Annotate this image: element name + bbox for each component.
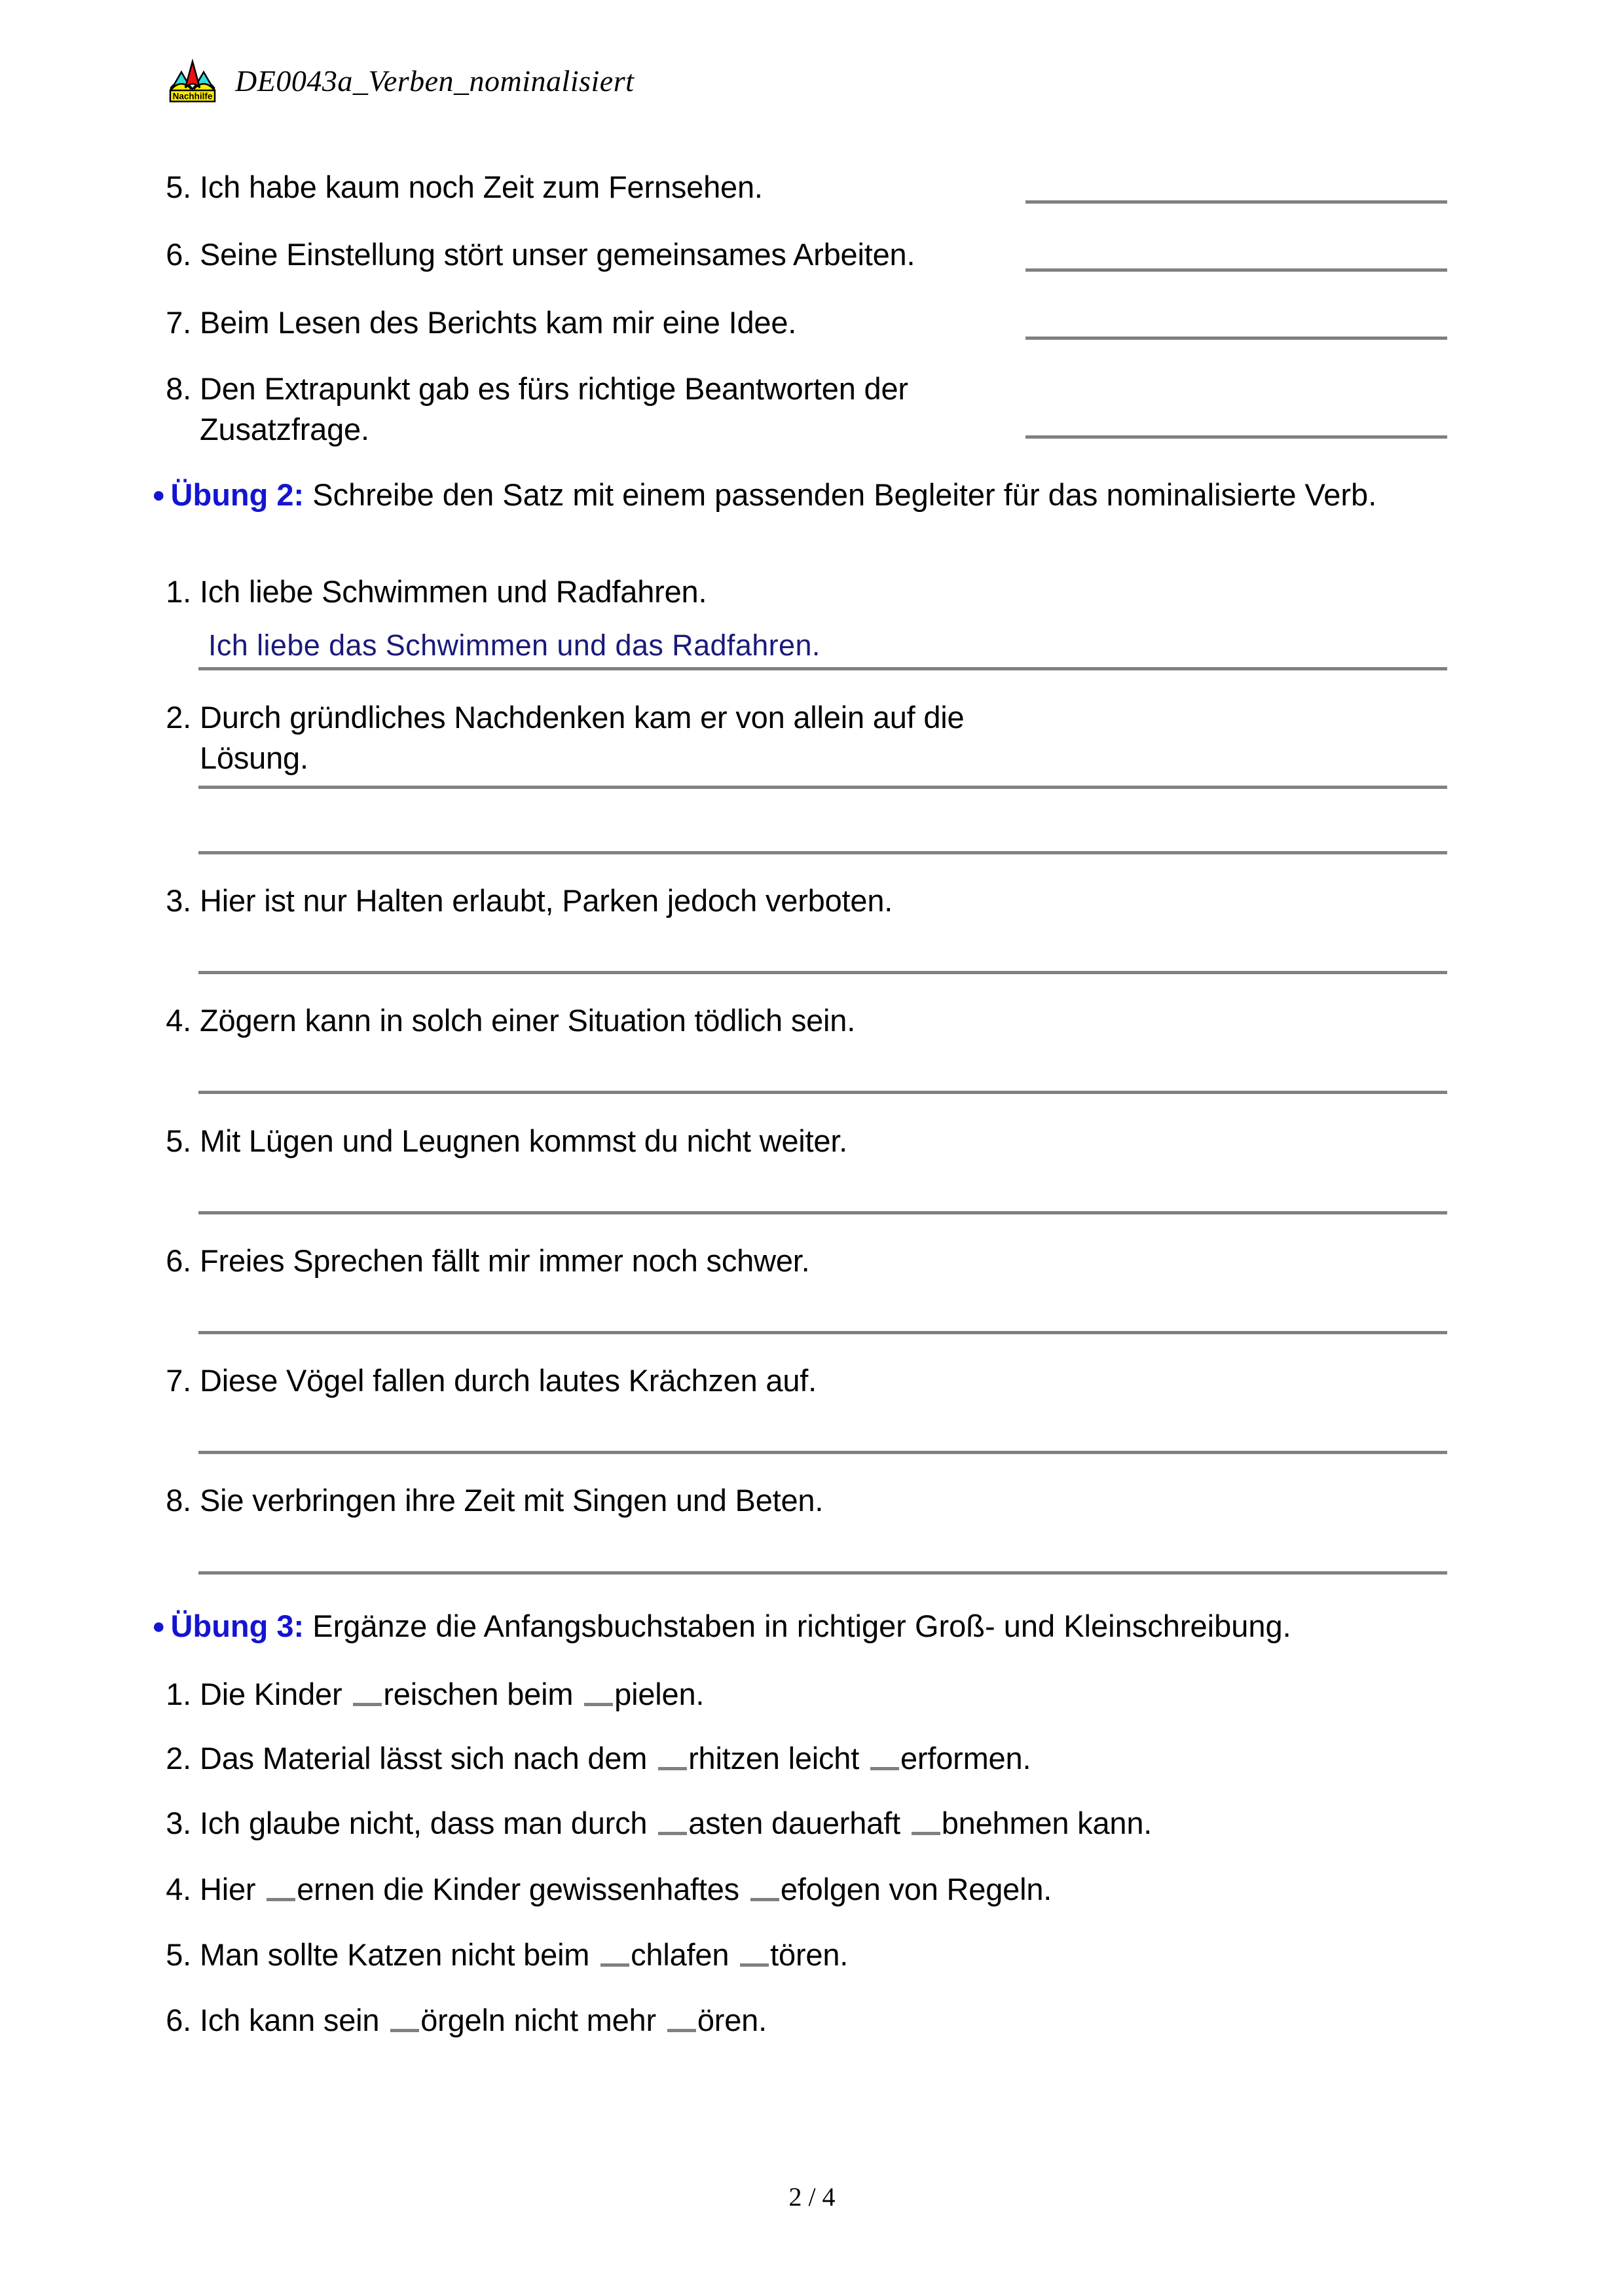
bullet-icon: ● bbox=[152, 482, 166, 507]
text-part: ernen die Kinder gewissenhaftes bbox=[297, 1872, 748, 1906]
fill-blank[interactable] bbox=[870, 1767, 899, 1770]
text-part: asten dauerhaft bbox=[688, 1806, 909, 1840]
ex3-item-6 bbox=[159, 2000, 1338, 2041]
answer-rule-ex2-3[interactable] bbox=[198, 971, 1447, 974]
exercise-2-instruction: Schreibe den Satz mit einem passenden Begleiter für das nominalisierte Verb. bbox=[304, 477, 1377, 512]
exercise-2-heading bbox=[152, 475, 1442, 516]
fill-blank[interactable] bbox=[658, 1767, 687, 1770]
text-part: tören. bbox=[770, 1937, 849, 1972]
fill-blank[interactable] bbox=[267, 1898, 295, 1901]
text-part: Die Kinder bbox=[200, 1677, 351, 1711]
ex3-item-1 bbox=[159, 1674, 1338, 1715]
item-text: Freies Sprechen fällt mir immer noch schwer. bbox=[200, 1243, 810, 1278]
exercise-3-heading bbox=[152, 1606, 1455, 1647]
ex3-item-4 bbox=[159, 1869, 1338, 1910]
text-part: Man sollte Katzen nicht beim bbox=[200, 1937, 599, 1972]
item-text bbox=[200, 1869, 1338, 1910]
item-text: Den Extrapunkt gab es fürs richtige Beantworten der Zusatzfrage. bbox=[200, 371, 908, 447]
text-part: efolgen von Regeln. bbox=[780, 1872, 1052, 1906]
item-number: 8. bbox=[166, 1483, 191, 1518]
item-text: Zögern kann in solch einer Situation tödlich sein. bbox=[200, 1003, 856, 1038]
item-text: Seine Einstellung stört unser gemeinsames Arbeiten. bbox=[200, 237, 915, 272]
ex1-item-8 bbox=[159, 369, 997, 450]
item-text: Diese Vögel fallen durch lautes Krächzen auf. bbox=[200, 1363, 817, 1398]
item-number: 7. bbox=[166, 1363, 191, 1398]
item-number: 2. bbox=[166, 700, 191, 735]
item-number: 5. bbox=[166, 1937, 191, 1972]
item-number: 7. bbox=[166, 305, 191, 340]
item-text: Mit Lügen und Leugnen kommst du nicht weiter. bbox=[200, 1123, 848, 1158]
fill-blank[interactable] bbox=[600, 1963, 629, 1967]
item-number: 6. bbox=[166, 237, 191, 272]
ex2-item-3 bbox=[159, 881, 1050, 921]
nachhilfe-logo-icon bbox=[167, 55, 218, 106]
text-part: rhitzen leicht bbox=[688, 1741, 868, 1776]
item-number: 8. bbox=[166, 371, 191, 406]
fill-blank[interactable] bbox=[390, 2029, 419, 2032]
ex3-item-3 bbox=[159, 1803, 1338, 1844]
item-number: 3. bbox=[166, 883, 191, 918]
answer-rule-ex2-8[interactable] bbox=[198, 1571, 1447, 1575]
item-text: Sie verbringen ihre Zeit mit Singen und Beten. bbox=[200, 1483, 824, 1518]
ex2-item-7 bbox=[159, 1360, 1050, 1401]
text-part: reischen beim bbox=[383, 1677, 582, 1711]
item-number: 4. bbox=[166, 1872, 191, 1906]
item-number: 1. bbox=[166, 1677, 191, 1711]
text-part: Ich kann sein bbox=[200, 2003, 388, 2037]
item-text bbox=[200, 1674, 1338, 1715]
text-part: Hier bbox=[200, 1872, 265, 1906]
text-part: erformen. bbox=[900, 1741, 1031, 1776]
handwritten-answer-text: Ich liebe das Schwimmen und das Radfahren. bbox=[208, 629, 821, 662]
item-number: 5. bbox=[166, 1123, 191, 1158]
page-number: 2 / 4 bbox=[788, 2182, 836, 2212]
ex2-item-4 bbox=[159, 1000, 1050, 1041]
text-part: ören. bbox=[697, 2003, 767, 2037]
answer-rule-ex2-4[interactable] bbox=[198, 1091, 1447, 1094]
text-part: bnehmen kann. bbox=[941, 1806, 1153, 1840]
item-text bbox=[200, 1803, 1338, 1844]
fill-blank[interactable] bbox=[584, 1703, 613, 1706]
item-text bbox=[200, 1738, 1338, 1779]
bullet-icon: ● bbox=[152, 1613, 166, 1639]
item-text: Beim Lesen des Berichts kam mir eine Idee. bbox=[200, 305, 797, 340]
text-part: Das Material lässt sich nach dem bbox=[200, 1741, 656, 1776]
exercise-2-label: Übung 2: bbox=[170, 477, 304, 512]
fill-blank[interactable] bbox=[658, 1832, 687, 1835]
item-text: Durch gründliches Nachdenken kam er von allein auf die Lösung. bbox=[200, 700, 965, 776]
item-number: 4. bbox=[166, 1003, 191, 1038]
exercise-3-instruction: Ergänze die Anfangsbuchstaben in richtiger Groß- und Kleinschreibung. bbox=[304, 1609, 1291, 1643]
document-title: DE0043a_Verben_nominalisiert bbox=[235, 64, 635, 98]
item-text bbox=[200, 1935, 1338, 1975]
ex1-item-5 bbox=[159, 167, 1024, 208]
item-text: Ich liebe Schwimmen und Radfahren. bbox=[200, 574, 707, 609]
ex2-answer-1[interactable] bbox=[208, 629, 1190, 663]
item-number: 1. bbox=[166, 574, 191, 609]
ex2-item-2 bbox=[159, 697, 1050, 778]
fill-blank[interactable] bbox=[740, 1963, 769, 1967]
ex1-item-6 bbox=[159, 234, 1030, 275]
ex3-item-2 bbox=[159, 1738, 1338, 1779]
text-part: örgeln nicht mehr bbox=[420, 2003, 665, 2037]
exercise-3-label: Übung 3: bbox=[170, 1609, 304, 1643]
page-footer bbox=[0, 2181, 1624, 2212]
answer-rule-ex2-1[interactable] bbox=[198, 667, 1447, 670]
ex2-item-8 bbox=[159, 1480, 1050, 1521]
answer-rule-ex2-5[interactable] bbox=[198, 1211, 1447, 1214]
item-number: 5. bbox=[166, 170, 191, 204]
ex2-item-1 bbox=[159, 572, 1043, 612]
answer-rule-ex1-5[interactable] bbox=[1025, 200, 1447, 204]
text-part: Ich glaube nicht, dass man durch bbox=[200, 1806, 656, 1840]
page-header bbox=[167, 55, 634, 106]
fill-blank[interactable] bbox=[912, 1832, 940, 1835]
item-text: Hier ist nur Halten erlaubt, Parken jedoch verboten. bbox=[200, 883, 893, 918]
text-part: pielen. bbox=[614, 1677, 705, 1711]
answer-rule-ex1-7[interactable] bbox=[1025, 337, 1447, 340]
answer-rule-ex1-6[interactable] bbox=[1025, 268, 1447, 272]
item-number: 6. bbox=[166, 2003, 191, 2037]
answer-rule-ex2-7[interactable] bbox=[198, 1451, 1447, 1454]
logo-text: Nachhilfe bbox=[172, 91, 213, 101]
answer-rule-ex2-6[interactable] bbox=[198, 1331, 1447, 1334]
item-number: 2. bbox=[166, 1741, 191, 1776]
ex1-item-7 bbox=[159, 302, 1024, 343]
text-part: chlafen bbox=[631, 1937, 738, 1972]
item-text bbox=[200, 2000, 1338, 2041]
ex2-item-5 bbox=[159, 1121, 1050, 1161]
ex2-item-6 bbox=[159, 1241, 1050, 1281]
item-text: Ich habe kaum noch Zeit zum Fernsehen. bbox=[200, 170, 763, 204]
answer-rule-ex1-8[interactable] bbox=[1025, 435, 1447, 439]
answer-rule-ex2-2b[interactable] bbox=[198, 851, 1447, 854]
fill-blank[interactable] bbox=[353, 1703, 382, 1706]
fill-blank[interactable] bbox=[667, 2029, 696, 2032]
ex3-item-5 bbox=[159, 1935, 1338, 1975]
fill-blank[interactable] bbox=[750, 1898, 779, 1901]
item-number: 3. bbox=[166, 1806, 191, 1840]
item-number: 6. bbox=[166, 1243, 191, 1278]
answer-rule-ex2-2a[interactable] bbox=[198, 786, 1447, 789]
